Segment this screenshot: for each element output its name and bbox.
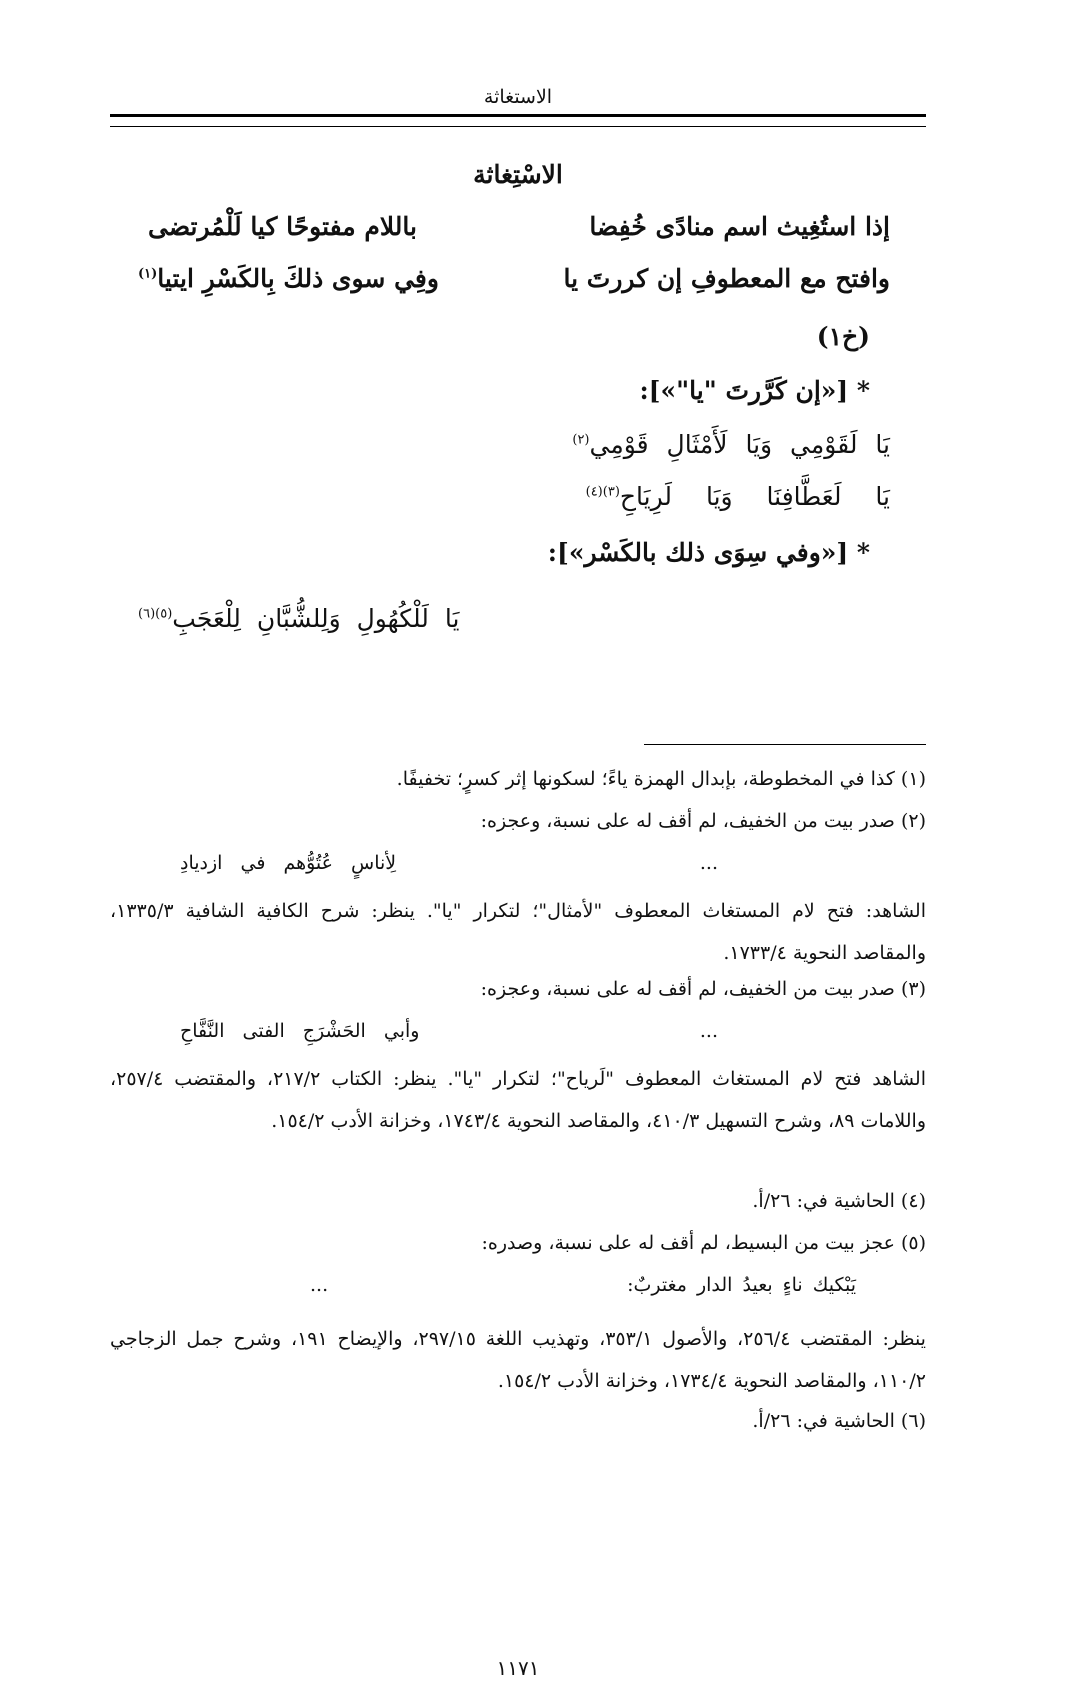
poem-line: يَا لَقَوْمِي وَيَا لَأَمْثَالِ قَوْمِي$^{(٢)}$ bbox=[572, 430, 890, 459]
section-1-heading: * [«إن كَرَّرتَ "يا"»]: bbox=[639, 376, 870, 405]
verse-1-left-hemistich: باللام مفتوحًا كيا لَلْمُرتضى bbox=[148, 212, 417, 241]
footnote-2-witness: الشاهد: فتح لام المستغاث المعطوف "لأمثال"؛ لتكرار "يا". ينظر: شرح الكافية الشافية ١٣٣٥/٣، والمقاصد النحوية ١٧٣٣/٤. bbox=[110, 900, 926, 964]
verse-2-right-hemistich: وافتح مع المعطوفِ إن كررتَ يا bbox=[563, 264, 890, 293]
footnote-3-hemistich: وأبي الحَشْرَجِ الفتى النَّفَّاحِ bbox=[180, 1020, 420, 1042]
section-title: الاسْتِغاثة bbox=[473, 160, 563, 189]
section-2-heading: * [«وفي سِوَى ذلك بالكَسْر»]: bbox=[547, 538, 870, 567]
footnote-3: (٣) صدر بيت من الخفيف، لم أقف له على نسبة، وعجزه: bbox=[480, 978, 926, 1000]
footnote-5-hemistich: يَبْكيك ناءٍ بعيدُ الدار مغتربٌ: bbox=[627, 1274, 856, 1296]
running-header: الاستغاثة bbox=[483, 86, 553, 108]
footnote-separator bbox=[644, 744, 926, 745]
footnote-2-hemistich: لِأناسٍ عُتُوُّهم في ازديادِ bbox=[180, 852, 397, 874]
footnote-3-witness: الشاهد فتح لام المستغاث المعطوف "لَرياح"؛ لتكرار "يا". ينظر: الكتاب ٢١٧/٢، والمقتضب ٢٥٧/٤، واللامات ٨٩، وشرح التسهيل ٤١٠/٣، والمقاصد النحوية ١٧٤٣/٤، وخزانة الأدب ١٥٤/٢. bbox=[110, 1068, 926, 1132]
poem-line: يَا لَعَطَّافِنَا وَيَا لَرِيَاحِ$^{(٣)(٤)}$ bbox=[585, 482, 890, 511]
footnote-2-ellipsis: ... bbox=[699, 852, 718, 874]
footnote-4: (٤) الحاشية في: ٢٦/أ. bbox=[752, 1190, 926, 1212]
page-number: ١١٧١ bbox=[496, 1656, 540, 1680]
footnote-5: (٥) عجز بيت من البسيط، لم أقف له على نسبة، وصدره: bbox=[481, 1232, 926, 1254]
header-rule-thin bbox=[110, 126, 926, 127]
footnote-ref-2: (٢) bbox=[572, 432, 590, 448]
footnote-5-ellipsis: ... bbox=[310, 1274, 329, 1296]
footnote-2: (٢) صدر بيت من الخفيف، لم أقف له على نسبة، وعجزه: bbox=[480, 810, 926, 832]
poem-line: يَا لَلْكُهُولِ وَلِلشُّبَّانِ لِلْعَجَبِ$^{(٥)(٦)}$ bbox=[138, 604, 460, 633]
footnote-ref-3-4: (٣)(٤) bbox=[585, 484, 620, 500]
page bbox=[110, 0, 926, 1698]
verse-1-right-hemistich: إذا استُغِيث اسم منادًى خُفِضا bbox=[589, 212, 890, 241]
header-rule-thick bbox=[110, 114, 926, 117]
verse-2-left-hemistich: وفِي سوى ذلكَ بِالكَسْرِ ايتيا$^{(١)}$ bbox=[138, 264, 439, 293]
footnote-6: (٦) الحاشية في: ٢٦/أ. bbox=[752, 1410, 926, 1432]
footnote-ref-5-6: (٥)(٦) bbox=[138, 606, 173, 622]
footnote-5-references: ينظر: المقتضب ٢٥٦/٤، والأصول ٣٥٣/١، وتهذيب اللغة ٢٩٧/١٥، والإيضاح ١٩١، وشرح جمل الزجاجي ١١٠/٢، والمقاصد النحوية ١٧٣٤/٤، وخزانة الأدب ١٥٤/٢. bbox=[110, 1328, 926, 1392]
footnote-3-ellipsis: ... bbox=[699, 1020, 718, 1042]
source-tag: (خ١) bbox=[816, 322, 870, 351]
footnote-1: (١) كذا في المخطوطة، بإبدال الهمزة ياءً؛ لسكونها إثر كسرٍ؛ تخفيفًا. bbox=[396, 768, 926, 790]
footnote-ref-1: (١) bbox=[138, 266, 158, 282]
